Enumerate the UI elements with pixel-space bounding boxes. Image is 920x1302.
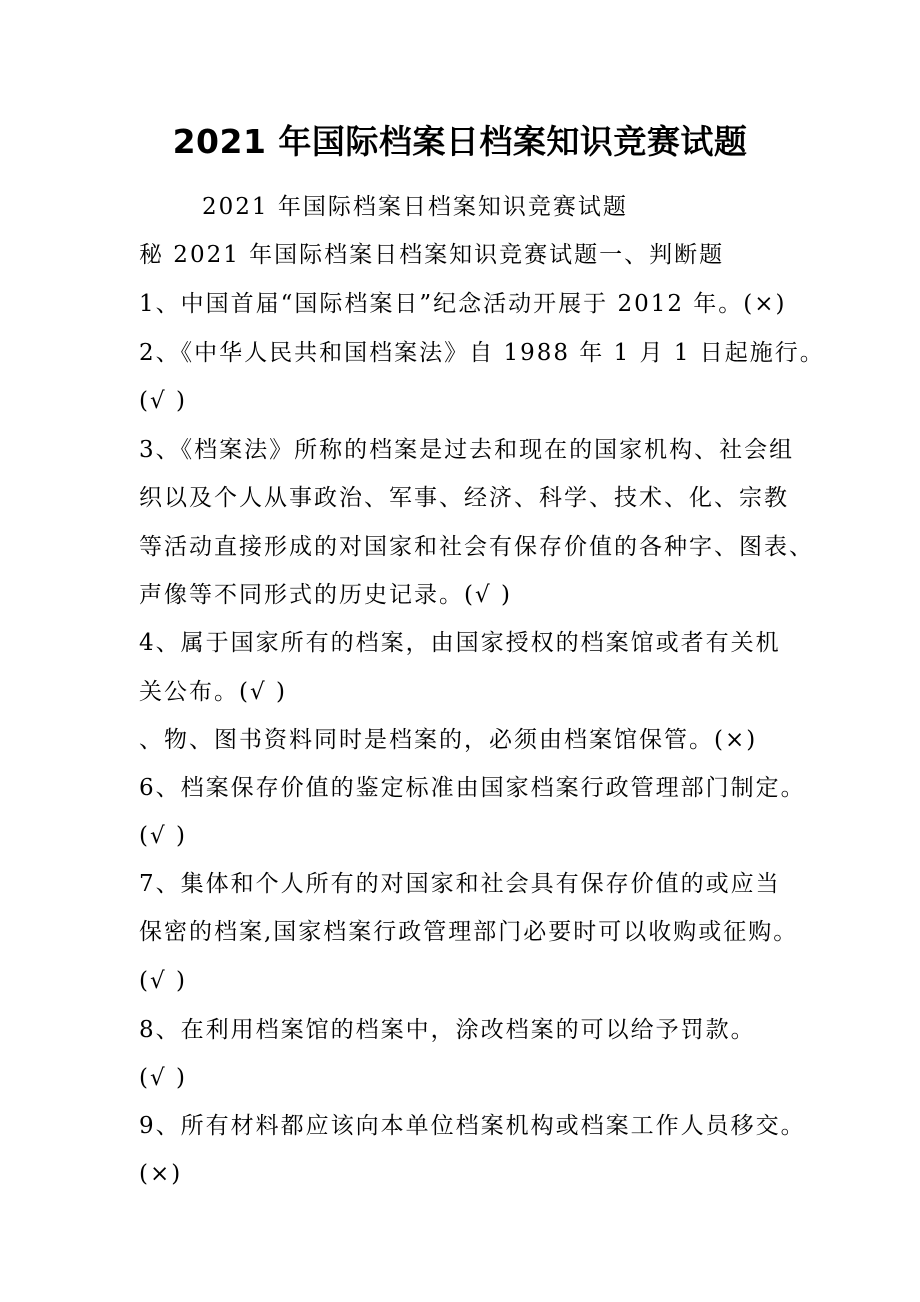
question-8-answer: (√ ) [139,1065,187,1091]
question-2-answer: (√ ) [139,388,187,414]
question-3-line-3: 等活动直接形成的对国家和社会有保存价值的各种字、图表、 [139,534,814,560]
question-7-line-1: 7、集体和个人所有的对国家和社会具有保存价值的或应当 [139,871,781,897]
question-3-line-1: 3、《档案法》所称的档案是过去和现在的国家机构、社会组 [139,437,795,463]
section-heading-line: 秘 2021 年国际档案日档案知识竞赛试题一、判断题 [139,242,725,268]
question-4-line-1: 4、属于国家所有的档案，由国家授权的档案馆或者有关机 [139,630,781,656]
subtitle-line: 2021 年国际档案日档案知识竞赛试题 [202,194,628,220]
question-3-line-2: 织以及个人从事政治、军事、经济、科学、技术、化、宗教 [139,485,789,511]
question-1-line: 1、中国首届“国际档案日”纪念活动开展于 2012 年。(×) [139,291,787,317]
question-7-answer: (√ ) [139,968,187,994]
question-3-line-4: 声像等不同形式的历史记录。(√ ) [139,582,512,608]
question-9-line: 9、所有材料都应该向本单位档案机构或档案工作人员移交。 [139,1113,806,1139]
document-title: 2021 年国际档案日档案知识竞赛试题 [172,122,748,161]
question-7-line-2: 保密的档案,国家档案行政管理部门必要时可以收购或征购。 [139,919,799,945]
question-9-answer: (×) [139,1161,183,1187]
question-6-answer: (√ ) [139,823,187,849]
question-2-line: 2、《中华人民共和国档案法》自 1988 年 1 月 1 日起施行。 [139,340,825,366]
question-8-line: 8、在利用档案馆的档案中，涂改档案的可以给予罚款。 [139,1017,756,1043]
question-4-line-2: 关公布。(√ ) [139,679,287,705]
question-5-line: 、物、图书资料同时是档案的，必须由档案馆保管。(×) [139,727,758,753]
question-6-line: 6、档案保存价值的鉴定标准由国家档案行政管理部门制定。 [139,775,806,801]
